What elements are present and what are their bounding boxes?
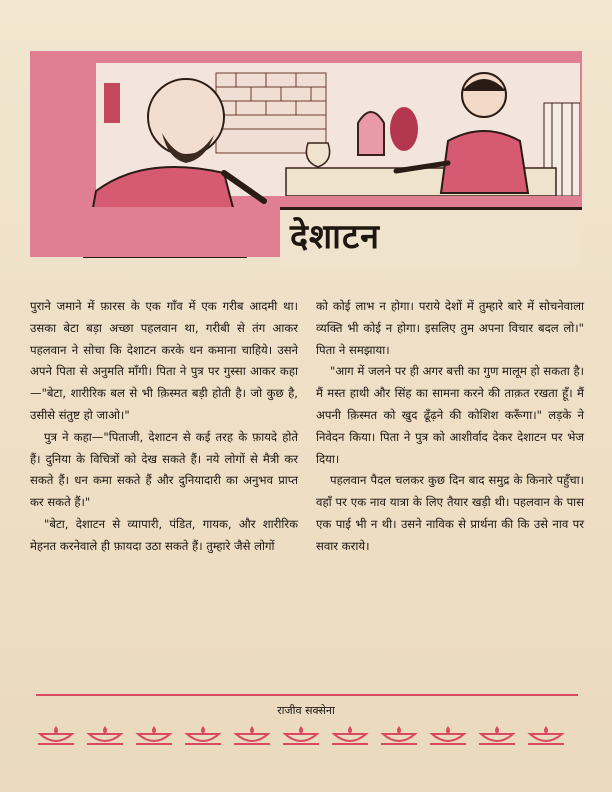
lamp-icon	[379, 724, 419, 752]
lamp-icon	[85, 724, 125, 752]
lamp-icon	[477, 724, 517, 752]
lamp-icon	[281, 724, 321, 752]
paragraph: पुत्र ने कहा—"पिताजी, देशाटन से कई तरह के फ़ायदे होते हैं। दुनिया के विचित्रों को देख सकते हैं। नये लोगों से मैत्री कर सकते हैं। धन कमा सकते हैं और दुनियादारी का अनुभव प्राप्त कर सकते हैं।"	[30, 429, 298, 510]
lamp-icon	[526, 724, 566, 752]
author-credit: राजीव सक्सेना	[277, 704, 335, 717]
paragraph: "आग में जलने पर ही अगर बत्ती का गुण मालूम हो सकता है। मैं मस्त हाथी और सिंह का सामना करने की ताक़त रखता हूँ। मैं अपनी क़िस्मत को खुद ढूँढ़ने की कोशिश करूँगा।" लड़के ने निवेदन किया। पिता ने पुत्र को आशीर्वाद देकर देशाटन पर भेज दिया।	[316, 364, 584, 466]
paragraph: "बेटा, देशाटन से व्यापारी, पंडित, गायक, और शारीरिक मेहनत करनेवाले ही फ़ायदा उठा सकते हैं। तुम्हारे जैसे लोगों	[30, 516, 298, 553]
banner-extension	[30, 207, 280, 257]
footer-rule	[36, 694, 578, 696]
text-column-left	[30, 296, 298, 558]
lamp-icon	[134, 724, 174, 752]
lamp-icon	[183, 724, 223, 752]
paragraph: को कोई लाभ न होगा। पराये देशों में तुम्हारे बारे में सोचनेवाला व्यक्ति भी कोई न होगा। इसलिए तुम अपना विचार बदल लो।" पिता ने समझाया।	[316, 299, 584, 357]
text-column-right	[316, 296, 584, 558]
lamp-icon	[232, 724, 272, 752]
lamp-icon	[330, 724, 370, 752]
lamp-border	[36, 724, 578, 750]
lamp-icon	[428, 724, 468, 752]
story-title: देशाटन	[290, 217, 380, 257]
paragraph: पहलवान पैदल चलकर कुछ दिन बाद समुद्र के किनारे पहुँचा। वहाँ पर एक नाव यात्रा के लिए तैयार खड़ी थी। पहलवान के पास एक पाई भी न थी। उसने नाविक से प्रार्थना की कि उसे नाव पर सवार कराये।	[316, 473, 584, 553]
paragraph: पुराने जमाने में फ़ारस के एक गाँव में एक गरीब आदमी था। उसका बेटा बड़ा अच्छा पहलवान था, गरीबी से तंग आकर पहलवान ने सोचा कि देशाटन करके धन कमाना चाहिये। उसने अपने पिता से अनुमति माँगी। पिता ने पुत्र पर गुस्सा आकर कहा—"बेटा, शारीरिक बल से भी क़िस्मत बड़ी होती है। जो कुछ है, उसीसे संतुष्ट हो जाओ।"	[30, 299, 298, 422]
lamp-icon	[36, 724, 76, 752]
illustration-banner	[30, 51, 582, 207]
